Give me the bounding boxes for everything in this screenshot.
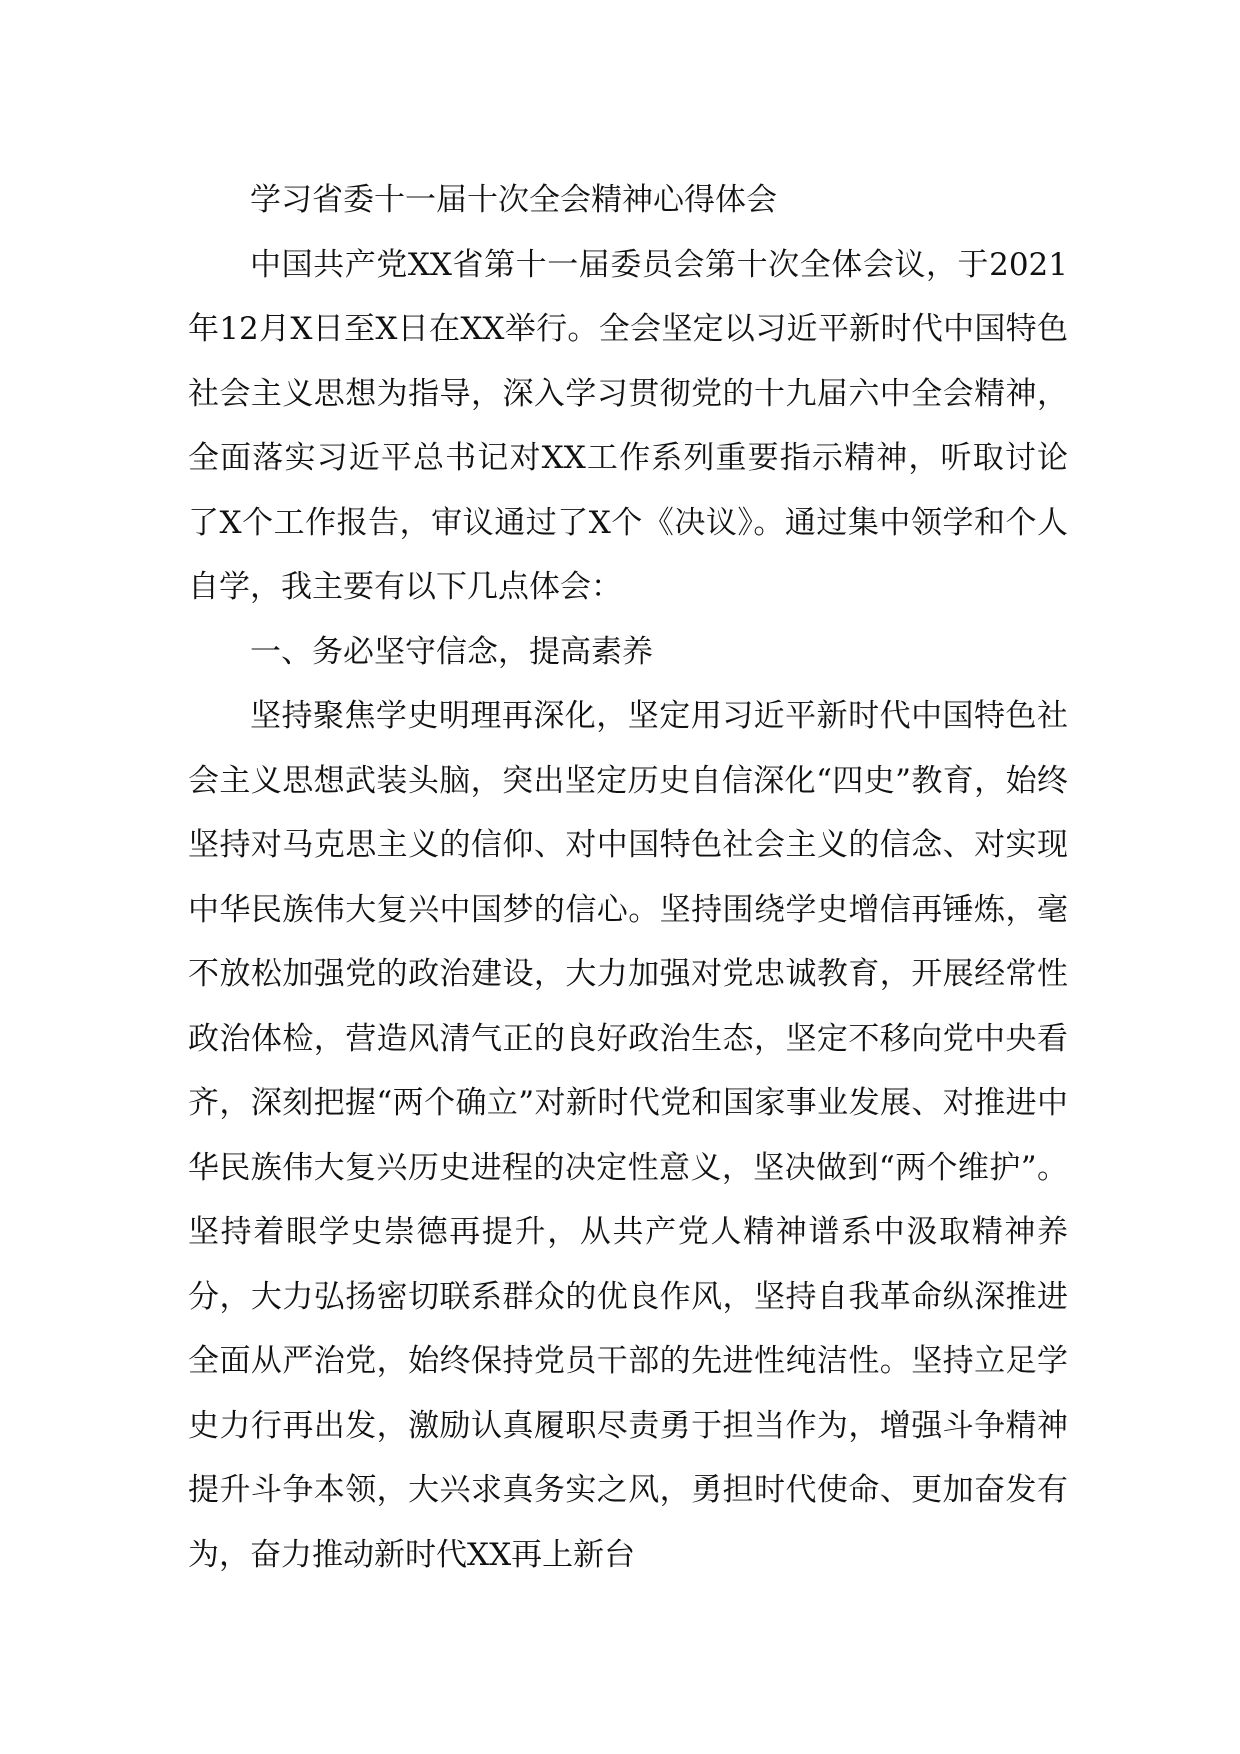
document-title: 学习省委十一届十次全会精神心得体会 bbox=[250, 182, 777, 218]
section-paragraph: 坚持聚焦学史明理再深化，坚定用习近平新时代中国特色社会主义思想武装头脑，突出坚定历史自信深化“四史”教育，始终坚持对马克思主义的信仰、对中国特色社会主义的信念、对实现中华民族伟大复兴中国梦的信心。坚持围绕学史增信再锤炼，毫不放松加强党的政治建设，大力加强对党忠诚教育，开展经常性政治体检，营造风清气正的良好政治生态，坚定不移向党中央看齐，深刻把握“两个确立”对新时代党和国家事业发展、对推进中华民族伟大复兴历史进程的决定性意义，坚决做到“两个维护”。坚持着眼学史崇德再提升，从共产党人精神谱系中汲取精神养分，大力弘扬密切联系群众的优良作风，坚持自我革命纵深推进全面从严治党，始终保持党员干部的先进性纯洁性。坚持立足学史力行再出发，激励认真履职尽责勇于担当作为，增强斗争精神提升斗争本领，大兴求真务实之风，勇担时代使命、更加奋发有为，奋力推动新时代XX再上新台 bbox=[188, 698, 1068, 1573]
intro-paragraph: 中国共产党XX省第十一届委员会第十次全体会议，于2021年12月X日至X日在XX举行。全会坚定以习近平新时代中国特色社会主义思想为指导，深入学习贯彻党的十九届六中全会精神，全面落实习近平总书记对XX工作系列重要指示精神，听取讨论了X个工作报告，审议通过了X个《决议》。通过集中领学和个人自学，我主要有以下几点体会： bbox=[188, 246, 1068, 605]
section-heading: 一、务必坚守信念，提高素养 bbox=[250, 633, 653, 670]
document-body bbox=[188, 168, 1068, 1587]
